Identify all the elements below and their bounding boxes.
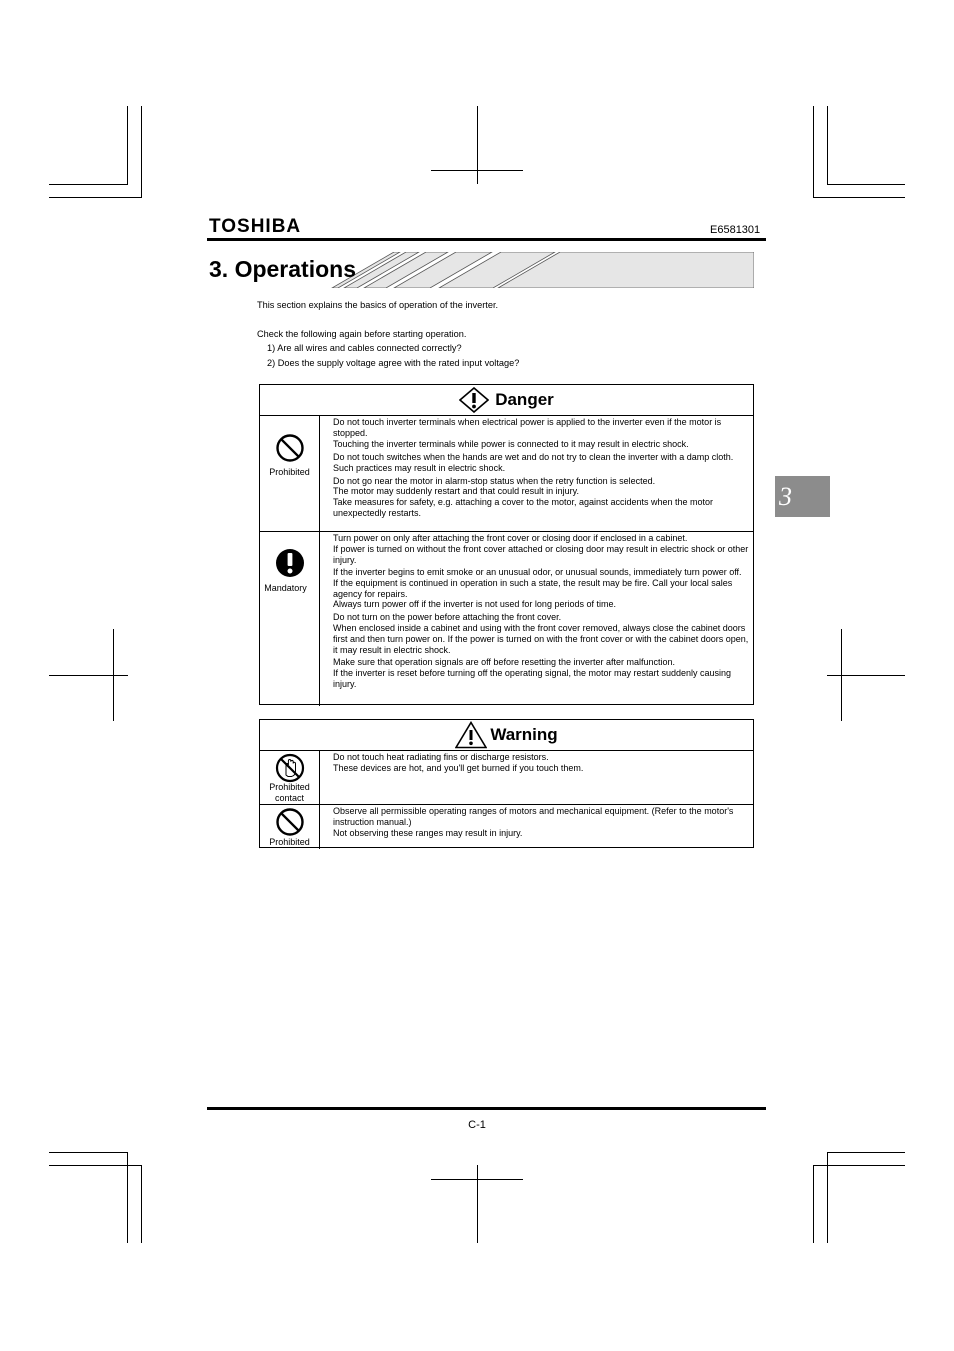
prohibited-contact-icon bbox=[275, 753, 305, 783]
warning-heading: Warning bbox=[490, 725, 558, 744]
warning-row-2-text: Observe all permissible operating ranges of motors and mechanical equipment. (Refer to the motor's instruction manual.) Not observing these ranges may result in injury. bbox=[333, 806, 734, 838]
prohibited-contact-label-2: contact bbox=[274, 793, 305, 803]
intro-text: This section explains the basics of operation of the inverter. bbox=[257, 300, 499, 310]
warning-row-prohibited-contact bbox=[260, 750, 753, 804]
prohibited-icon bbox=[275, 807, 305, 837]
document-id: E6581301 bbox=[710, 224, 761, 236]
prohibited-icon bbox=[275, 433, 305, 463]
danger-heading: Danger bbox=[495, 390, 554, 409]
danger-row-mandatory bbox=[260, 531, 753, 706]
toshiba-logo: TOSHIBA bbox=[209, 216, 302, 237]
prohibited-contact-label-1: Prohibited bbox=[269, 782, 310, 792]
warning-header bbox=[260, 720, 753, 751]
check-item-2: 2) Does the supply voltage agree with the rated input voltage? bbox=[267, 358, 520, 368]
warning-triangle-icon bbox=[455, 721, 487, 749]
prohibited-label: Prohibited bbox=[269, 467, 310, 477]
check-item-1: 1) Are all wires and cables connected correctly? bbox=[267, 343, 462, 353]
danger-diamond-icon bbox=[459, 387, 489, 413]
page-number: C-1 bbox=[468, 1119, 486, 1131]
warning-row-1-text: Do not touch heat radiating fins or discharge resistors. These devices are hot, and you'll get burned if you touch them. bbox=[333, 752, 584, 773]
danger-row-prohibited bbox=[260, 415, 753, 531]
page-title: 3. Operations bbox=[209, 256, 356, 282]
mandatory-icon bbox=[275, 548, 305, 578]
chapter-tab: 3 bbox=[775, 476, 830, 517]
header-rule bbox=[207, 238, 766, 241]
danger-box bbox=[259, 384, 754, 705]
danger-row-2-text: Turn power on only after attaching the front cover or closing door if enclosed in a cabinet. If power is turned on without the front cover attached or closing door may result in electric shock or other injury. If the inverter begins to emit smoke or an unusual odor, or unusual sounds, immediately turn power off. If the equipment is continued in operation in such a state, the result may be fire. Call your local sales agency for repairs. Always turn power off if the inverter is not used for long periods of time. Do not turn on the power before attaching the front cover. When enclosed inside a cabinet and using with the front cover removed, always close the cabinet doors first and then turn power on. If the power is turned on with the front cover or with the cabinet doors open, it may result in electric shock. Make sure that operation signals are off before resetting the inverter after malfunction. If the inverter is reset before turning off the operating signal, the motor may restart suddenly causing injury. bbox=[333, 533, 749, 689]
danger-row-1-text: Do not touch inverter terminals when electrical power is applied to the inverter even if the motor is stopped. Touching the inverter terminals while power is connected to it may result in electric shock. Do not touch switches when the hands are wet and do not try to clean the inverter with a damp cloth. Such practices may result in electric shock. Do not go near the motor in alarm-stop status when the retry function is selected. The motor may suddenly restart and that could result in injury. Take measures for safety, e.g. attaching a cover to the motor, against accidents when the motor unexpectedly restarts. bbox=[333, 417, 734, 519]
footer-rule bbox=[207, 1107, 766, 1110]
title-banner-graphic bbox=[330, 252, 754, 288]
prohibited-label: Prohibited bbox=[269, 837, 310, 847]
danger-header bbox=[260, 385, 753, 416]
check-instructions: Check the following again before starting operation. bbox=[257, 329, 467, 339]
warning-box bbox=[259, 719, 754, 848]
mandatory-label: Mandatory bbox=[264, 583, 307, 593]
warning-row-prohibited bbox=[260, 804, 753, 849]
